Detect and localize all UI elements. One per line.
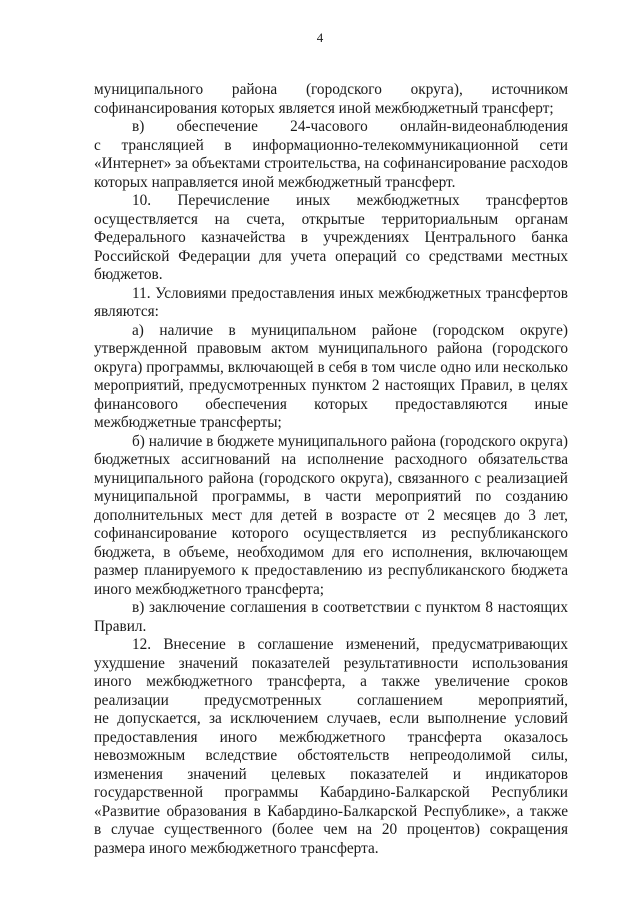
text-line: 10. Перечисление иных межбюджетных трансфертов [132,192,568,209]
text-line: в) заключение соглашения в соответствии с пунктом 8 настоящих [132,599,568,616]
text-line: муниципального района (городского округа), источником [94,81,568,98]
text-line: мероприятий, предусмотренных пунктом 2 настоящих Правил, в целях [94,377,568,394]
text-line: муниципального района (городского округа), связанного с реализацией [94,469,568,487]
text-line: Правил. [94,617,147,635]
document-body [94,81,568,858]
text-line: иного межбюджетного трансферта; [94,580,325,598]
text-line: предоставления иного межбюджетного трансферта оказалось [94,728,568,746]
text-line: 11. Условиями предоставления иных межбюджетных трансфертов [132,284,568,302]
text-line: изменения значений целевых показателей и индикаторов [94,765,568,783]
text-line: с трансляцией в информационно-телекоммуникационной сети [94,136,568,154]
text-line: утвержденной правовым актом муниципального района (городского [94,340,568,357]
text-line: государственной программы Кабардино-Балкарской Республики [94,784,568,801]
text-line: реализации предусмотренных соглашением мероприятий, [94,691,568,709]
text-line: муниципальной программы, в части мероприятий по созданию [94,488,568,505]
text-line: межбюджетные трансферты; [94,414,282,431]
text-line: бюджетов. [94,266,163,283]
text-line: округа) программы, включающей в себя в том числе одно или несколько [94,358,568,376]
page-number: 4 [316,30,324,45]
text-line: в случае существенного (более чем на 20 процентов) сокращения [94,821,568,838]
text-line: «Интернет» за объектами строительства, на софинансирование расходов [94,155,568,172]
text-line: бюджетных ассигнований на исполнение расходного обязательства [94,451,568,468]
text-line: финансового обеспечения которых предоставляются иные [94,395,568,413]
text-line: ухудшение значений показателей результативности использования [94,654,568,672]
text-line: софинансирование которого осуществляется из республиканского [94,525,568,542]
text-line: а) наличие в муниципальном районе (городском округе) [132,321,568,339]
text-line: «Развитие образования в Кабардино-Балкарской Республике», а также [94,802,568,820]
text-line: не допускается, за исключением случаев, если выполнение условий [94,710,568,727]
text-line: невозможным вследствие обстоятельств непреодолимой силы, [94,747,568,764]
text-line: б) наличие в бюджете муниципального района (городского округа) [132,432,568,450]
text-line: являются: [94,303,159,320]
text-line: Российской Федерации для учета операций со средствами местных [94,247,568,265]
text-line: размера иного межбюджетного трансферта. [94,839,379,857]
text-line: Федерального казначейства в учреждениях Центрального банка [94,229,568,246]
text-line: осуществляется на счета, открытые территориальным органам [94,210,568,228]
text-line: иного межбюджетного трансферта, а также увеличение сроков [94,673,568,690]
text-line: размер планируемого к предоставлению из республиканского бюджета [94,562,568,579]
text-line: 12. Внесение в соглашение изменений, предусматривающих [132,636,568,653]
text-line: софинансирования которых является иной межбюджетный трансферт; [94,99,554,117]
text-line: бюджета, в объеме, необходимом для его исполнения, включающем [94,543,568,561]
text-line: в) обеспечение 24-часового онлайн-видеонаблюдения [132,118,568,135]
text-line: которых направляется иной межбюджетный трансферт. [94,173,456,191]
text-line: дополнительных мест для детей в возрасте от 2 месяцев до 3 лет, [94,506,568,524]
